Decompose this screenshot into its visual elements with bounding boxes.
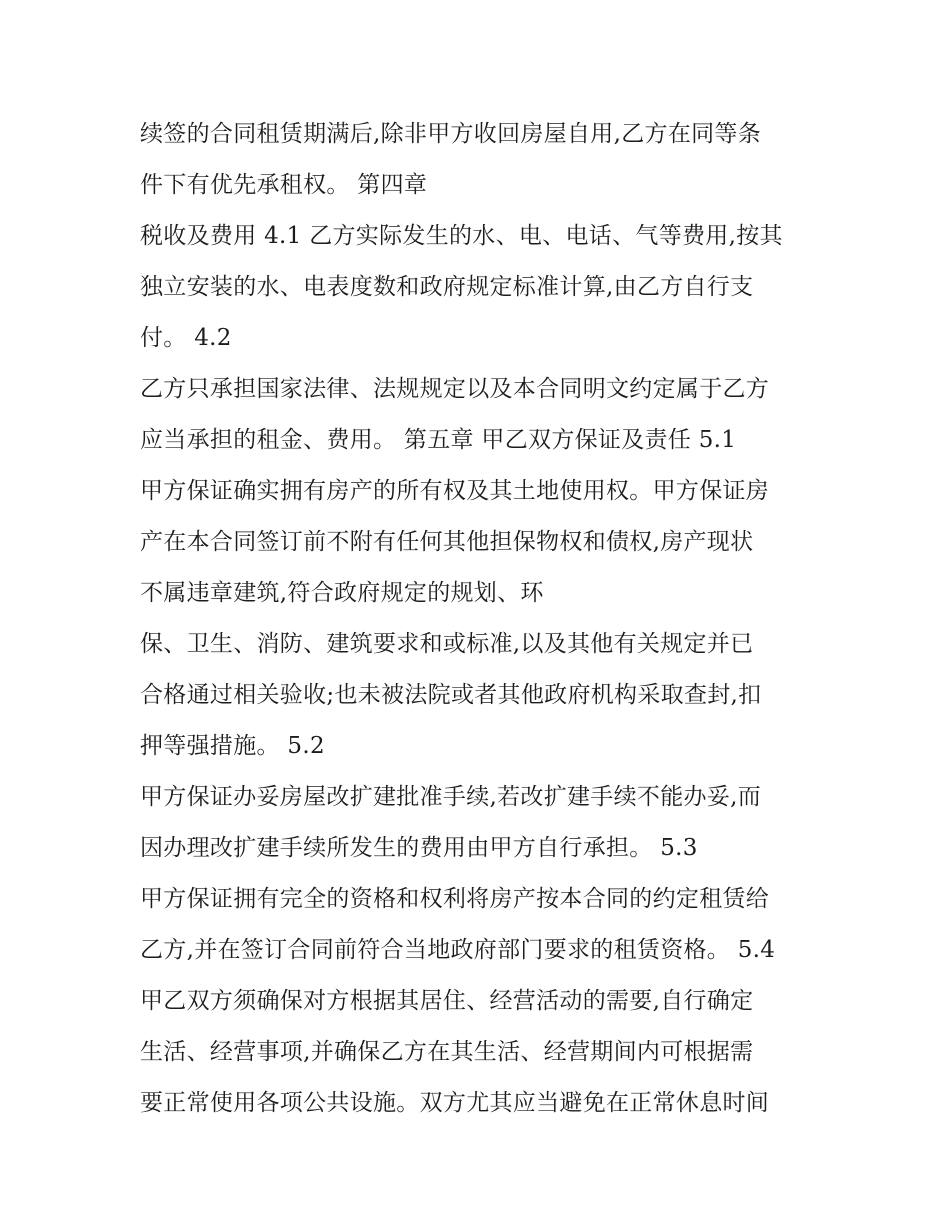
text-line: 续签的合同租赁期满后,除非甲方收回房屋自用,乙方在同等条 [140, 121, 762, 147]
text-line: 甲方保证确实拥有房产的所有权及其土地使用权。甲方保证房 [140, 478, 770, 504]
text-line: 要正常使用各项公共设施。双方尤其应当避免在正常休息时间 [140, 1090, 770, 1116]
text-line: 乙方,并在签订合同前符合当地政府部门要求的租赁资格。 5.4 [140, 937, 776, 963]
text-line: 产在本合同签订前不附有任何其他担保物权和债权,房产现状 [140, 529, 754, 555]
text-line: 税收及费用 4.1 乙方实际发生的水、电、电话、气等费用,按其 [140, 223, 783, 249]
text-line: 乙方只承担国家法律、法规规定以及本合同明文约定属于乙方 [140, 376, 770, 402]
text-line: 甲乙双方须确保对方根据其居住、经营活动的需要,自行确定 [140, 988, 754, 1014]
text-line: 付。 4.2 [140, 325, 232, 351]
text-line: 押等强措施。 5.2 [140, 733, 325, 759]
text-line: 合格通过相关验收;也未被法院或者其他政府机构采取查封,扣 [140, 682, 762, 708]
text-line: 因办理改扩建手续所发生的费用由甲方自行承担。 5.3 [140, 835, 698, 861]
text-line: 甲方保证办妥房屋改扩建批准手续,若改扩建手续不能办妥,而 [140, 784, 762, 810]
text-line: 生活、经营事项,并确保乙方在其生活、经营期间内可根据需 [140, 1039, 754, 1065]
text-line: 保、卫生、消防、建筑要求和或标准,以及其他有关规定并已 [140, 631, 754, 657]
text-line: 应当承担的租金、费用。 第五章 甲乙双方保证及责任 5.1 [140, 427, 737, 453]
text-line: 甲方保证拥有完全的资格和权利将房产按本合同的约定租赁给 [140, 886, 770, 912]
text-line: 不属违章建筑,符合政府规定的规划、环 [140, 580, 544, 606]
text-line: 件下有优先承租权。 第四章 [140, 172, 428, 198]
text-line: 独立安装的水、电表度数和政府规定标准计算,由乙方自行支 [140, 274, 754, 300]
document-body [140, 109, 830, 1129]
